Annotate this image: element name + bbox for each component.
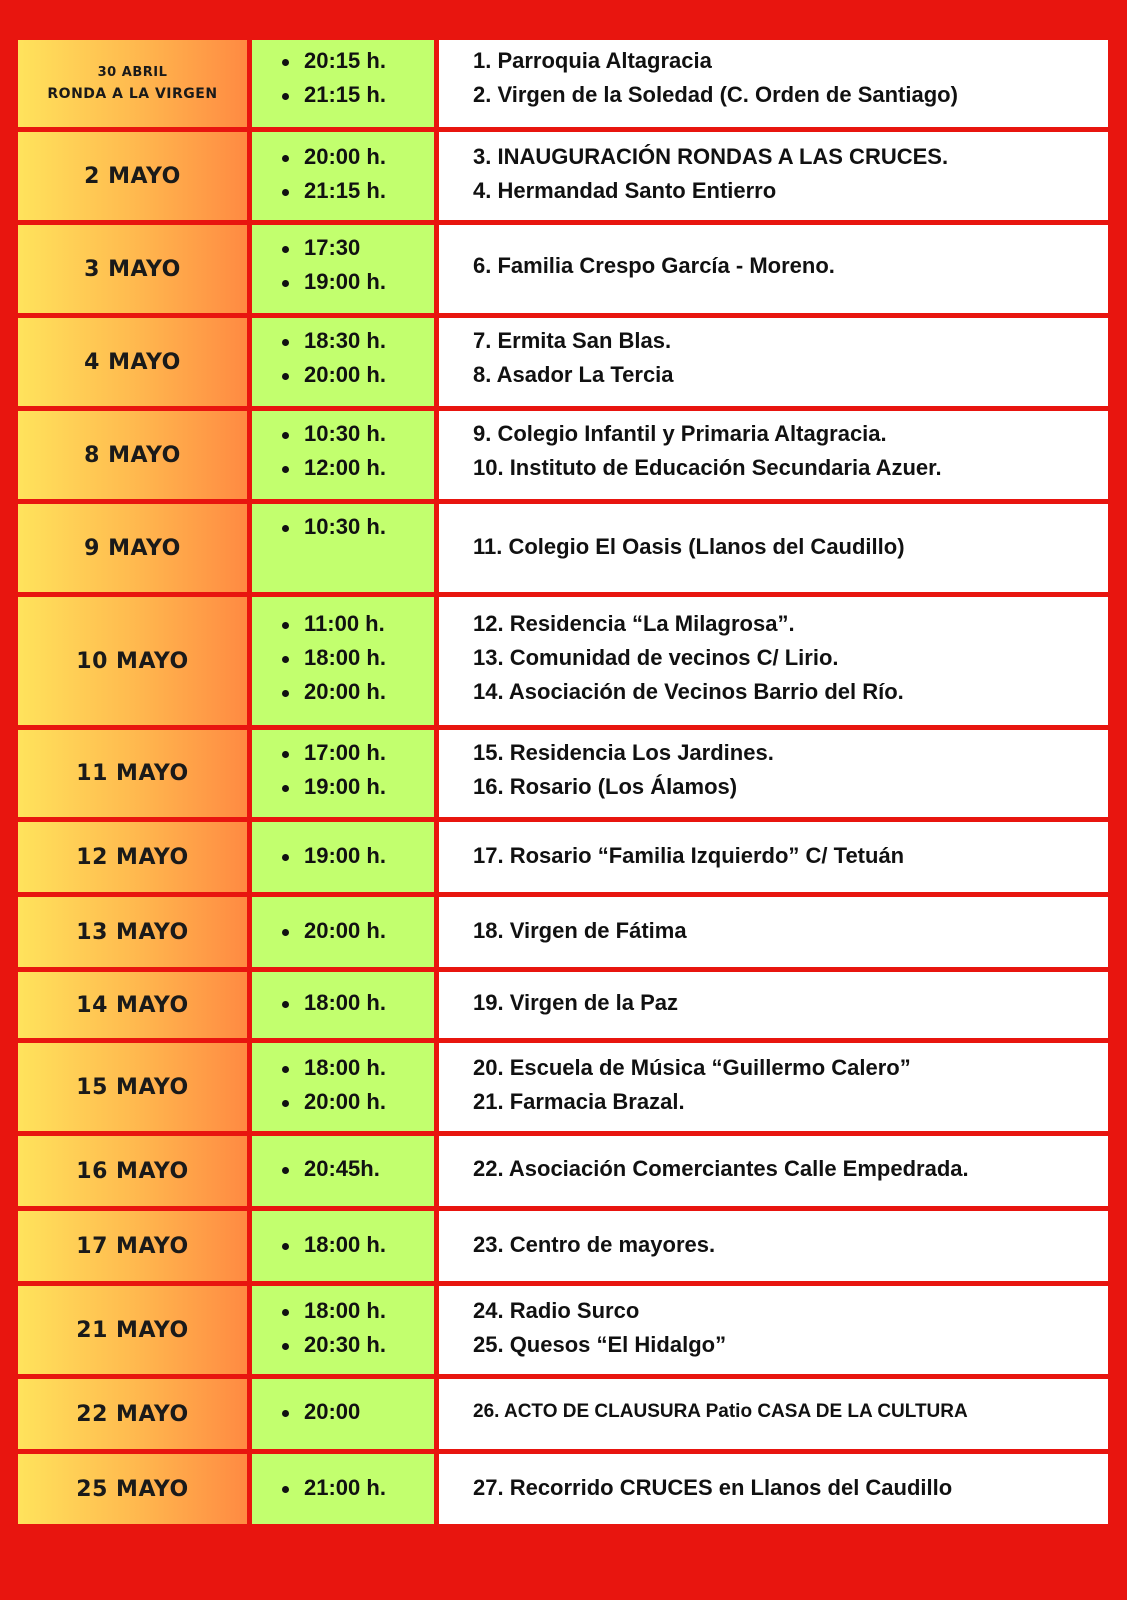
date-cell [18,822,247,892]
date-cell [18,225,247,313]
event-cell [439,225,1108,313]
schedule-row [18,318,1108,406]
time-item: 20:30 h. [278,1328,434,1362]
time-item: 20:15 h. [278,44,434,78]
time-item: 21:15 h. [278,78,434,112]
event-item: 19. Virgen de la Paz [473,990,679,1015]
event-cell [439,504,1108,592]
schedule-row [18,1136,1108,1206]
event-cell [439,597,1108,725]
event-item: 8. Asador La Tercia [473,362,674,387]
date-cell [18,897,247,967]
time-item: 19:00 h. [278,265,434,299]
time-cell [252,132,434,220]
schedule-table [18,40,1108,1529]
schedule-row [18,730,1108,817]
event-item: 26. ACTO DE CLAUSURA Patio CASA DE LA CULTURA [473,1401,968,1422]
time-item: 11:00 h. [278,607,434,641]
date-cell [18,132,247,220]
event-cell [439,318,1108,406]
time-item: 18:00 h. [278,1228,434,1262]
schedule-row [18,597,1108,725]
time-item: 17:00 h. [278,736,434,770]
event-item: 3. INAUGURACIÓN RONDAS A LAS CRUCES. [473,144,949,169]
event-cell [439,822,1108,892]
event-cell [439,897,1108,967]
time-cell [252,597,434,725]
event-cell [439,972,1108,1038]
event-item: 10. Instituto de Educación Secundaria Azuer. [473,455,942,480]
date-label: 3 MAYO [84,256,181,282]
date-label: 2 MAYO [84,163,181,189]
event-cell [439,1286,1108,1374]
event-item: 15. Residencia Los Jardines. [473,740,774,765]
schedule-row [18,822,1108,892]
schedule-row [18,1454,1108,1524]
date-subtitle: RONDA A LA VIRGEN [47,86,218,102]
date-label: 22 MAYO [76,1401,189,1427]
date-cell [18,972,247,1038]
date-cell [18,1043,247,1131]
event-cell [439,1379,1108,1449]
time-cell [252,1379,434,1449]
time-item: 18:00 h. [278,641,434,675]
schedule-row [18,1211,1108,1281]
date-cell [18,730,247,817]
event-cell [439,411,1108,499]
time-cell [252,40,434,127]
date-label: 17 MAYO [76,1233,189,1259]
time-item: 17:30 [278,231,434,265]
time-item: 20:00 h. [278,140,434,174]
event-item: 25. Quesos “El Hidalgo” [473,1332,727,1357]
time-item: 10:30 h. [278,510,434,544]
date-cell [18,1136,247,1206]
time-item: 19:00 h. [278,770,434,804]
time-cell [252,1043,434,1131]
date-label: 10 MAYO [76,648,189,674]
event-item: 18. Virgen de Fátima [473,918,687,943]
event-item: 7. Ermita San Blas. [473,328,672,353]
date-cell [18,318,247,406]
date-cell [18,411,247,499]
event-item: 16. Rosario (Los Álamos) [473,774,738,799]
schedule-row [18,972,1108,1038]
date-label: 30 ABRIL [97,65,168,80]
time-item: 20:45h. [278,1152,434,1186]
schedule-row [18,897,1108,967]
date-label: 21 MAYO [76,1317,189,1343]
event-cell [439,40,1108,127]
date-label: 12 MAYO [76,844,189,870]
time-item: 12:00 h. [278,451,434,485]
time-cell [252,1136,434,1206]
schedule-row [18,504,1108,592]
event-cell [439,1043,1108,1131]
schedule-row [18,132,1108,220]
date-label: 13 MAYO [76,919,189,945]
event-item: 12. Residencia “La Milagrosa”. [473,611,795,636]
date-label: 14 MAYO [76,992,189,1018]
date-cell [18,597,247,725]
event-cell [439,1211,1108,1281]
event-item: 2. Virgen de la Soledad (C. Orden de Santiago) [473,82,958,107]
event-item: 4. Hermandad Santo Entierro [473,178,777,203]
date-cell [18,1454,247,1524]
date-label: 11 MAYO [76,761,189,786]
date-label: 4 MAYO [84,349,181,375]
schedule-row [18,1043,1108,1131]
event-item: 27. Recorrido CRUCES en Llanos del Caudillo [473,1475,953,1500]
event-item: 21. Farmacia Brazal. [473,1089,685,1114]
event-item: 9. Colegio Infantil y Primaria Altagracia. [473,421,887,446]
time-cell [252,822,434,892]
event-cell [439,730,1108,817]
time-cell [252,1286,434,1374]
date-label: 25 MAYO [76,1476,189,1502]
time-item: 18:30 h. [278,324,434,358]
event-item: 6. Familia Crespo García - Moreno. [473,253,835,278]
time-cell [252,897,434,967]
schedule-row [18,225,1108,313]
time-cell [252,504,434,592]
date-cell [18,504,247,592]
time-item: 20:00 h. [278,1085,434,1119]
time-item: 20:00 [278,1395,434,1429]
time-cell [252,1211,434,1281]
time-cell [252,730,434,817]
event-item: 20. Escuela de Música “Guillermo Calero” [473,1055,911,1080]
time-item: 20:00 h. [278,914,434,948]
event-cell [439,1454,1108,1524]
date-cell [18,40,247,127]
time-item: 20:00 h. [278,675,434,709]
event-cell [439,1136,1108,1206]
date-cell [18,1286,247,1374]
time-cell [252,318,434,406]
event-item: 17. Rosario “Familia Izquierdo” C/ Tetuán [473,843,905,868]
event-item: 11. Colegio El Oasis (Llanos del Caudillo) [473,534,905,559]
time-item: 18:00 h. [278,986,434,1020]
event-item: 1. Parroquia Altagracia [473,48,712,73]
schedule-row [18,1379,1108,1449]
date-label: 8 MAYO [84,442,181,468]
date-cell [18,1379,247,1449]
event-item: 13. Comunidad de vecinos C/ Lirio. [473,645,839,670]
schedule-row [18,411,1108,499]
time-item: 21:00 h. [278,1471,434,1505]
time-item: 10:30 h. [278,417,434,451]
time-item: 20:00 h. [278,358,434,392]
event-item: 24. Radio Surco [473,1298,640,1323]
schedule-row [18,1286,1108,1374]
time-cell [252,225,434,313]
time-item: 18:00 h. [278,1051,434,1085]
time-cell [252,411,434,499]
time-cell [252,1454,434,1524]
time-cell [252,972,434,1038]
event-item: 22. Asociación Comerciantes Calle Empedrada. [473,1156,969,1181]
event-item: 14. Asociación de Vecinos Barrio del Río. [473,679,904,704]
date-label: 15 MAYO [76,1074,189,1100]
time-item: 21:15 h. [278,174,434,208]
event-cell [439,132,1108,220]
date-label: 9 MAYO [84,535,181,561]
time-item: 19:00 h. [278,839,434,873]
date-label: 16 MAYO [76,1158,189,1184]
time-item: 18:00 h. [278,1294,434,1328]
date-cell [18,1211,247,1281]
schedule-row [18,40,1108,127]
event-item: 23. Centro de mayores. [473,1232,716,1257]
